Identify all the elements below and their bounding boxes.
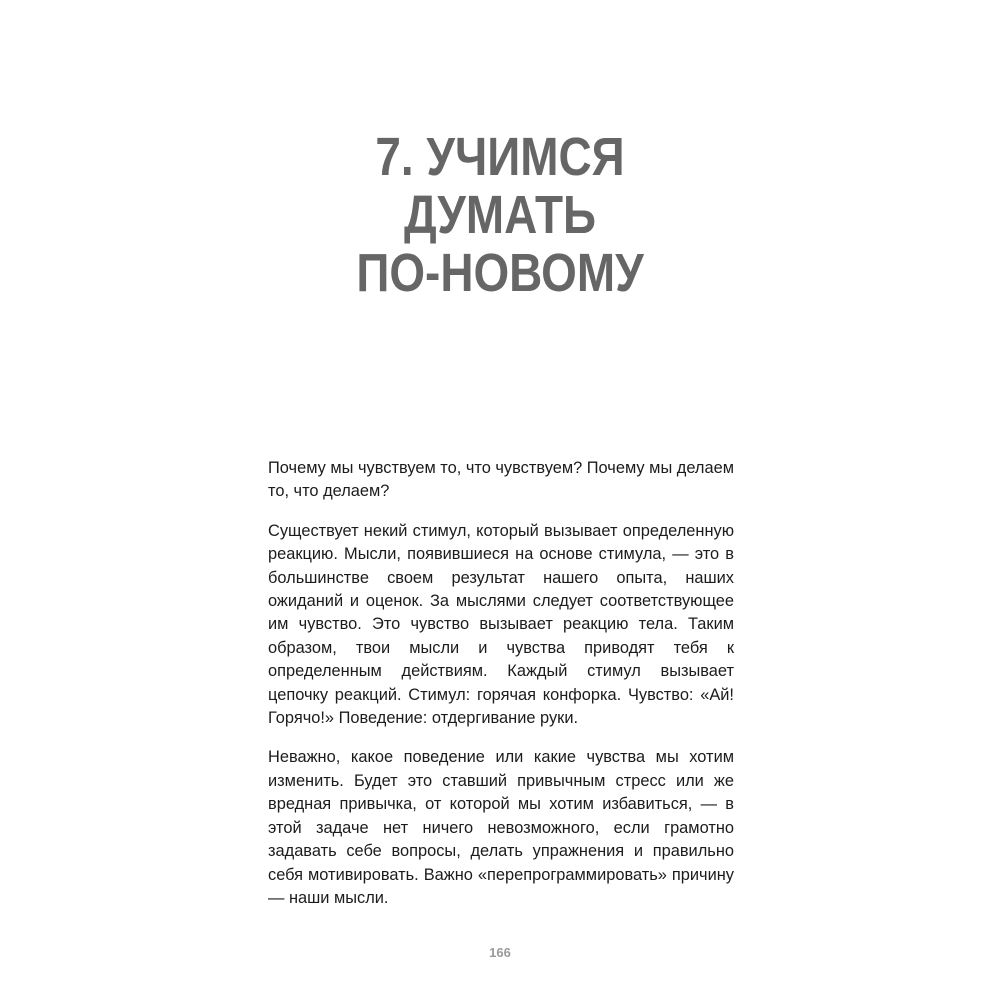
chapter-title-line-3: ПО-НОВОМУ [356, 243, 644, 303]
page-number: 166 [489, 945, 511, 960]
paragraph-2: Существует некий стимул, который вызывает определенную реакцию. Мысли, появившиеся на основе стимула, — это в большинстве своем результат нашего опыта, наших ожиданий и оценок. За мыслями следует соответствующее им чувство. Это чувство вызывает реакцию тела. Таким образом, твои мысли и чувства приводят тебя к определенным действиям. Каждый стимул вызывает цепочку реакций. Стимул: горячая конфорка. Чувство: «Ай! Горячо!» Поведение: отдергивание руки. [268, 521, 734, 728]
chapter-title [203, 128, 798, 302]
paragraph-3: Неважно, какое поведение или какие чувства мы хотим изменить. Будет это ставший привычным стресс или же вредная привычка, от которой мы хотим избавиться, — в этой задаче нет ничего невозможного, если грамотно задавать себе вопросы, делать упражнения и правильно себя мотивировать. Важно «перепрограммировать» причину — наши мысли. [268, 748, 734, 907]
body-text [268, 457, 734, 926]
paragraph-1: Почему мы чувствуем то, что чувствуем? Почему мы делаем то, что делаем? [268, 459, 734, 501]
chapter-title-line-1: 7. УЧИМСЯ [375, 127, 625, 187]
chapter-title-line-2: ДУМАТЬ [404, 185, 596, 245]
